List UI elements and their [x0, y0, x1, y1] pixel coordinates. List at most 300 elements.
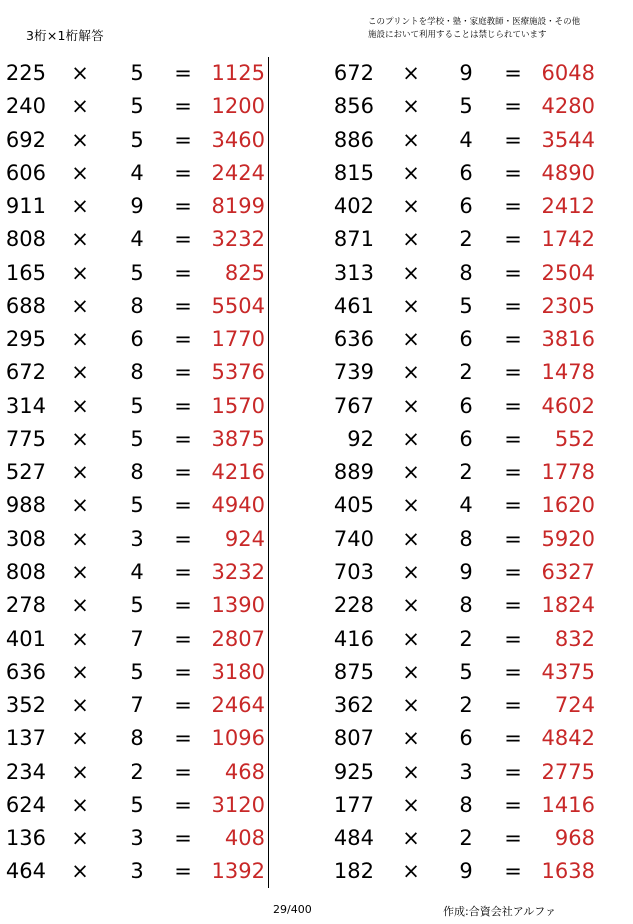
- multiplier: 4: [130, 559, 144, 584]
- equals-sign: =: [174, 393, 192, 418]
- multiplicand: 527: [5, 460, 46, 485]
- multiplicand: 314: [5, 393, 46, 418]
- times-sign: ×: [71, 759, 89, 784]
- answer: 2424: [211, 160, 265, 185]
- answer: 1570: [211, 393, 265, 418]
- problem-row: [0, 257, 290, 290]
- multiplicand: 925: [333, 759, 374, 784]
- times-sign: ×: [402, 759, 420, 784]
- answer: 3816: [541, 327, 595, 352]
- equals-sign: =: [504, 859, 522, 884]
- equals-sign: =: [174, 593, 192, 618]
- problem-row: [0, 523, 290, 556]
- problem-row: [0, 190, 290, 223]
- equals-sign: =: [504, 393, 522, 418]
- multiplier: 6: [459, 393, 473, 418]
- equals-sign: =: [174, 360, 192, 385]
- problem-row: [328, 90, 618, 123]
- multiplier: 5: [130, 127, 144, 152]
- equals-sign: =: [174, 260, 192, 285]
- multiplier: 6: [459, 426, 473, 451]
- answer: 1125: [211, 61, 265, 85]
- answer: 5920: [541, 526, 595, 551]
- multiplicand: 402: [333, 194, 374, 219]
- answer: 408: [224, 826, 265, 851]
- problem-row: [328, 556, 618, 589]
- multiplicand: 416: [333, 626, 374, 651]
- times-sign: ×: [71, 859, 89, 884]
- multiplicand: 606: [5, 160, 46, 185]
- answer: 3180: [211, 659, 265, 684]
- multiplier: 4: [459, 127, 473, 152]
- multiplicand: 740: [333, 526, 374, 551]
- equals-sign: =: [174, 693, 192, 718]
- usage-notice-line-2: 施設において利用することは禁じられています: [368, 30, 547, 40]
- multiplicand: 182: [333, 859, 374, 884]
- times-sign: ×: [402, 194, 420, 219]
- problem-row: [0, 57, 290, 90]
- times-sign: ×: [71, 693, 89, 718]
- times-sign: ×: [71, 160, 89, 185]
- times-sign: ×: [402, 260, 420, 285]
- problem-row: [0, 656, 290, 689]
- problem-column-right: [328, 57, 618, 889]
- multiplicand: 636: [333, 327, 374, 352]
- answer: 6048: [541, 61, 595, 85]
- equals-sign: =: [174, 559, 192, 584]
- answer: 3120: [211, 792, 265, 817]
- times-sign: ×: [402, 160, 420, 185]
- multiplicand: 692: [5, 127, 46, 152]
- multiplicand: 401: [5, 626, 46, 651]
- equals-sign: =: [504, 460, 522, 485]
- equals-sign: =: [504, 693, 522, 718]
- equals-sign: =: [174, 759, 192, 784]
- equals-sign: =: [174, 792, 192, 817]
- multiplicand: 295: [5, 327, 46, 352]
- multiplier: 8: [459, 260, 473, 285]
- times-sign: ×: [71, 659, 89, 684]
- problem-row: [0, 623, 290, 656]
- multiplicand: 775: [5, 426, 46, 451]
- answer: 4602: [541, 393, 595, 418]
- problem-row: [328, 290, 618, 323]
- multiplicand: 137: [5, 726, 46, 751]
- multiplier: 2: [130, 759, 144, 784]
- equals-sign: =: [504, 360, 522, 385]
- problem-row: [0, 689, 290, 722]
- equals-sign: =: [504, 160, 522, 185]
- times-sign: ×: [402, 626, 420, 651]
- multiplier: 2: [459, 826, 473, 851]
- equals-sign: =: [174, 94, 192, 119]
- answer: 1778: [541, 460, 595, 485]
- times-sign: ×: [402, 426, 420, 451]
- problem-row: [0, 822, 290, 855]
- times-sign: ×: [71, 526, 89, 551]
- multiplier: 3: [459, 759, 473, 784]
- times-sign: ×: [402, 127, 420, 152]
- problem-row: [328, 689, 618, 722]
- multiplier: 2: [459, 360, 473, 385]
- times-sign: ×: [71, 194, 89, 219]
- times-sign: ×: [402, 460, 420, 485]
- answer: 3544: [541, 127, 595, 152]
- problem-row: [328, 489, 618, 522]
- equals-sign: =: [174, 327, 192, 352]
- answer: 2464: [211, 693, 265, 718]
- problem-row: [328, 423, 618, 456]
- equals-sign: =: [504, 659, 522, 684]
- multiplier: 5: [130, 260, 144, 285]
- answer: 1478: [541, 360, 595, 385]
- multiplicand: 911: [5, 194, 46, 219]
- multiplier: 2: [459, 693, 473, 718]
- multiplier: 8: [130, 726, 144, 751]
- multiplier: 7: [130, 626, 144, 651]
- equals-sign: =: [174, 526, 192, 551]
- problem-row: [0, 157, 290, 190]
- page-number: 29/400: [273, 903, 312, 916]
- equals-sign: =: [504, 826, 522, 851]
- answer: 4280: [541, 94, 595, 119]
- problem-row: [328, 57, 618, 90]
- answer: 2775: [541, 759, 595, 784]
- times-sign: ×: [71, 94, 89, 119]
- problem-row: [328, 822, 618, 855]
- multiplicand: 875: [333, 659, 374, 684]
- multiplicand: 889: [333, 460, 374, 485]
- problem-row: [0, 756, 290, 789]
- multiplier: 6: [459, 194, 473, 219]
- equals-sign: =: [504, 227, 522, 252]
- answer: 4940: [211, 493, 265, 518]
- answer: 2504: [541, 260, 595, 285]
- problem-row: [0, 456, 290, 489]
- problem-row: [328, 523, 618, 556]
- equals-sign: =: [174, 61, 192, 85]
- equals-sign: =: [504, 293, 522, 318]
- multiplicand: 136: [5, 826, 46, 851]
- answer: 1638: [541, 859, 595, 884]
- problem-row: [0, 423, 290, 456]
- problem-row: [328, 855, 618, 888]
- equals-sign: =: [174, 726, 192, 751]
- multiplier: 2: [459, 626, 473, 651]
- multiplier: 8: [130, 460, 144, 485]
- answer: 4216: [211, 460, 265, 485]
- multiplicand: 362: [333, 693, 374, 718]
- multiplier: 6: [130, 327, 144, 352]
- problem-row: [0, 290, 290, 323]
- problem-row: [0, 789, 290, 822]
- multiplier: 2: [459, 460, 473, 485]
- multiplicand: 177: [333, 792, 374, 817]
- answer: 1742: [541, 227, 595, 252]
- multiplicand: 405: [333, 493, 374, 518]
- multiplicand: 313: [333, 260, 374, 285]
- times-sign: ×: [402, 659, 420, 684]
- multiplier: 8: [459, 593, 473, 618]
- problem-row: [328, 257, 618, 290]
- multiplicand: 624: [5, 792, 46, 817]
- multiplicand: 225: [5, 61, 46, 85]
- answer: 3232: [211, 559, 265, 584]
- answer: 5504: [211, 293, 265, 318]
- answer: 1416: [541, 792, 595, 817]
- problem-row: [0, 390, 290, 423]
- problem-row: [328, 390, 618, 423]
- problem-row: [0, 356, 290, 389]
- multiplicand: 240: [5, 94, 46, 119]
- problem-row: [0, 556, 290, 589]
- usage-notice-line-1: このプリントを学校・塾・家庭教師・医療施設・その他: [368, 17, 581, 27]
- multiplicand: 856: [333, 94, 374, 119]
- problem-row: [328, 656, 618, 689]
- times-sign: ×: [402, 693, 420, 718]
- times-sign: ×: [71, 61, 89, 85]
- multiplicand: 234: [5, 759, 46, 784]
- times-sign: ×: [402, 593, 420, 618]
- times-sign: ×: [71, 426, 89, 451]
- equals-sign: =: [174, 293, 192, 318]
- problem-row: [0, 589, 290, 622]
- answer: 2305: [541, 293, 595, 318]
- equals-sign: =: [174, 493, 192, 518]
- multiplier: 5: [130, 593, 144, 618]
- multiplier: 4: [130, 160, 144, 185]
- answer: 4842: [541, 726, 595, 751]
- multiplier: 8: [130, 293, 144, 318]
- equals-sign: =: [504, 426, 522, 451]
- multiplier: 6: [459, 160, 473, 185]
- multiplier: 6: [459, 327, 473, 352]
- times-sign: ×: [71, 460, 89, 485]
- multiplier: 8: [459, 792, 473, 817]
- equals-sign: =: [504, 593, 522, 618]
- times-sign: ×: [71, 559, 89, 584]
- problem-row: [0, 323, 290, 356]
- equals-sign: =: [504, 94, 522, 119]
- equals-sign: =: [504, 327, 522, 352]
- times-sign: ×: [71, 626, 89, 651]
- multiplier: 5: [130, 61, 144, 85]
- answer: 1824: [541, 593, 595, 618]
- answer: 3460: [211, 127, 265, 152]
- equals-sign: =: [504, 759, 522, 784]
- times-sign: ×: [402, 94, 420, 119]
- equals-sign: =: [504, 127, 522, 152]
- multiplier: 5: [130, 426, 144, 451]
- equals-sign: =: [504, 493, 522, 518]
- multiplier: 5: [459, 94, 473, 119]
- answer: 2807: [211, 626, 265, 651]
- times-sign: ×: [402, 559, 420, 584]
- multiplicand: 886: [333, 127, 374, 152]
- multiplier: 3: [130, 859, 144, 884]
- worksheet-title: 3桁×1桁解答: [26, 28, 104, 43]
- times-sign: ×: [402, 792, 420, 817]
- multiplicand: 228: [333, 593, 374, 618]
- multiplicand: 461: [333, 293, 374, 318]
- answer: 825: [224, 260, 265, 285]
- answer: 8199: [211, 194, 265, 219]
- answer: 724: [554, 693, 595, 718]
- multiplier: 6: [459, 726, 473, 751]
- column-divider: [268, 57, 269, 888]
- equals-sign: =: [174, 160, 192, 185]
- equals-sign: =: [174, 659, 192, 684]
- answer: 832: [554, 626, 595, 651]
- times-sign: ×: [71, 227, 89, 252]
- answer: 1390: [211, 593, 265, 618]
- usage-notice: [368, 16, 580, 42]
- equals-sign: =: [174, 826, 192, 851]
- answer: 468: [224, 759, 265, 784]
- answer: 4890: [541, 160, 595, 185]
- equals-sign: =: [174, 127, 192, 152]
- multiplicand: 703: [333, 559, 374, 584]
- multiplicand: 815: [333, 160, 374, 185]
- times-sign: ×: [402, 327, 420, 352]
- problem-row: [328, 456, 618, 489]
- times-sign: ×: [71, 493, 89, 518]
- multiplicand: 484: [333, 826, 374, 851]
- problem-row: [328, 190, 618, 223]
- answer: 1770: [211, 327, 265, 352]
- multiplicand: 871: [333, 227, 374, 252]
- times-sign: ×: [71, 260, 89, 285]
- answer: 1200: [211, 94, 265, 119]
- answer: 3875: [211, 426, 265, 451]
- times-sign: ×: [402, 227, 420, 252]
- times-sign: ×: [402, 859, 420, 884]
- author-credit: 作成:合資会社アルファ: [443, 905, 557, 918]
- answer: 5376: [211, 360, 265, 385]
- times-sign: ×: [71, 726, 89, 751]
- multiplier: 9: [459, 61, 473, 85]
- times-sign: ×: [71, 792, 89, 817]
- multiplicand: 808: [5, 559, 46, 584]
- multiplier: 5: [130, 94, 144, 119]
- times-sign: ×: [71, 826, 89, 851]
- problem-row: [328, 323, 618, 356]
- multiplicand: 464: [5, 859, 46, 884]
- equals-sign: =: [174, 460, 192, 485]
- multiplier: 4: [130, 227, 144, 252]
- problem-row: [328, 223, 618, 256]
- problem-row: [328, 589, 618, 622]
- times-sign: ×: [71, 293, 89, 318]
- times-sign: ×: [402, 61, 420, 85]
- multiplier: 8: [459, 526, 473, 551]
- equals-sign: =: [174, 194, 192, 219]
- problem-row: [328, 157, 618, 190]
- times-sign: ×: [402, 526, 420, 551]
- times-sign: ×: [71, 593, 89, 618]
- multiplicand: 988: [5, 493, 46, 518]
- multiplier: 9: [459, 859, 473, 884]
- multiplicand: 672: [5, 360, 46, 385]
- problem-row: [328, 623, 618, 656]
- problem-row: [0, 855, 290, 888]
- multiplier: 5: [130, 792, 144, 817]
- multiplier: 9: [459, 559, 473, 584]
- times-sign: ×: [71, 127, 89, 152]
- times-sign: ×: [402, 826, 420, 851]
- multiplicand: 278: [5, 593, 46, 618]
- multiplicand: 352: [5, 693, 46, 718]
- multiplicand: 807: [333, 726, 374, 751]
- equals-sign: =: [504, 559, 522, 584]
- problem-row: [0, 722, 290, 755]
- answer: 968: [554, 826, 595, 851]
- times-sign: ×: [402, 726, 420, 751]
- problem-row: [328, 756, 618, 789]
- multiplier: 9: [130, 194, 144, 219]
- problem-row: [0, 223, 290, 256]
- times-sign: ×: [71, 393, 89, 418]
- equals-sign: =: [504, 626, 522, 651]
- multiplicand: 672: [333, 61, 374, 85]
- answer: 1620: [541, 493, 595, 518]
- multiplier: 5: [459, 293, 473, 318]
- multiplier: 5: [459, 659, 473, 684]
- multiplier: 5: [130, 493, 144, 518]
- equals-sign: =: [174, 626, 192, 651]
- multiplicand: 808: [5, 227, 46, 252]
- multiplier: 4: [459, 493, 473, 518]
- times-sign: ×: [71, 360, 89, 385]
- answer: 1392: [211, 859, 265, 884]
- times-sign: ×: [402, 393, 420, 418]
- answer: 4375: [541, 659, 595, 684]
- answer: 3232: [211, 227, 265, 252]
- multiplier: 8: [130, 360, 144, 385]
- problem-row: [328, 789, 618, 822]
- multiplier: 3: [130, 826, 144, 851]
- multiplier: 3: [130, 526, 144, 551]
- equals-sign: =: [504, 61, 522, 85]
- multiplier: 5: [130, 393, 144, 418]
- answer: 6327: [541, 559, 595, 584]
- problem-column-left: [0, 57, 290, 889]
- times-sign: ×: [402, 360, 420, 385]
- times-sign: ×: [402, 493, 420, 518]
- problem-row: [0, 489, 290, 522]
- multiplier: 7: [130, 693, 144, 718]
- times-sign: ×: [402, 293, 420, 318]
- answer: 552: [554, 426, 595, 451]
- multiplicand: 767: [333, 393, 374, 418]
- problem-row: [328, 722, 618, 755]
- problem-row: [328, 356, 618, 389]
- answer: 924: [224, 526, 265, 551]
- problem-row: [328, 124, 618, 157]
- equals-sign: =: [174, 227, 192, 252]
- equals-sign: =: [504, 194, 522, 219]
- equals-sign: =: [504, 260, 522, 285]
- answer: 2412: [541, 194, 595, 219]
- problem-row: [0, 124, 290, 157]
- equals-sign: =: [504, 792, 522, 817]
- multiplicand: 739: [333, 360, 374, 385]
- multiplier: 5: [130, 659, 144, 684]
- equals-sign: =: [174, 426, 192, 451]
- multiplicand: 165: [5, 260, 46, 285]
- multiplier: 2: [459, 227, 473, 252]
- equals-sign: =: [504, 526, 522, 551]
